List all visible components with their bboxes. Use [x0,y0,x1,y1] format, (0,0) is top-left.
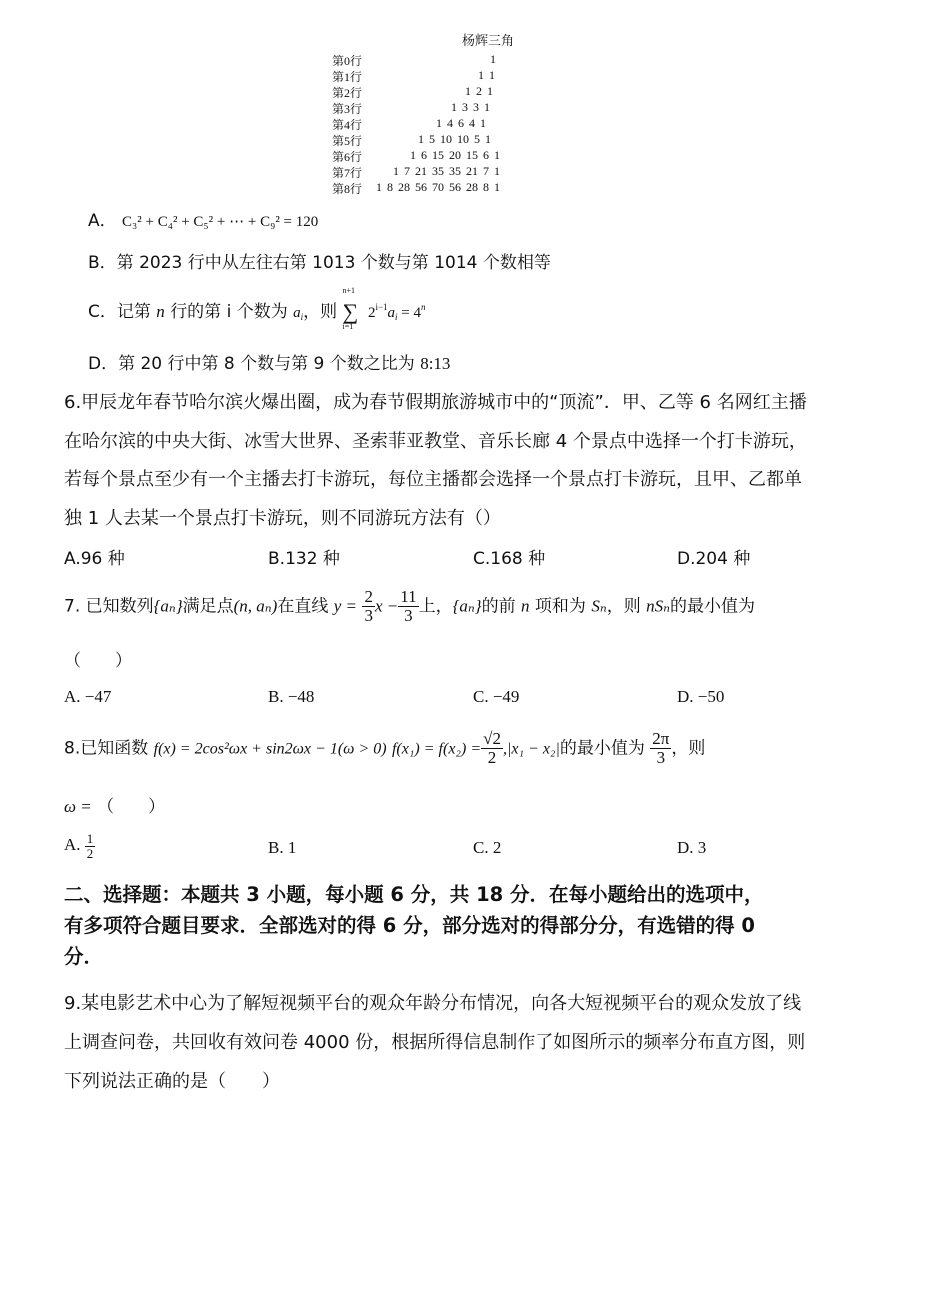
triangle-row-numbers: 1 [490,52,496,66]
triangle-row-label: 第0行 [332,54,363,68]
q5-option-d: D．第 20 行中第 8 个数与第 9 个数之比为 8:13 [88,354,451,374]
triangle-row-label: 第8行 [332,182,363,196]
q5-option-b: B．第 2023 行中从左往右第 1013 个数与第 1014 个数相等 [88,253,551,273]
triangle-row-label: 第7行 [332,166,363,180]
q6-option-d: D.204 种 [677,549,751,569]
q6-line: 若每个景点至少有一个主播去打卡游玩，每位主播都会选择一个景点打卡游玩，且甲、乙都单 [64,469,802,490]
triangle-row-numbers: 1 7 21 35 35 21 7 1 [393,164,500,178]
triangle-row-label: 第5行 [332,134,363,148]
fraction: $\frac{2}{3}$ [364,587,373,625]
triangle-row-numbers: 1 2 1 [465,84,493,98]
q8-omega-line: ω = （ ） [64,797,166,817]
triangle-row-label: 第2行 [332,86,363,100]
triangle-row-label: 第4行 [332,118,363,132]
q7-option-d: D. −50 [677,687,725,706]
q7-option-c: C. −49 [473,687,520,706]
q7-option-a: A. −47 [64,687,112,706]
section-heading: 分． [64,945,104,968]
triangle-row-label: 第3行 [332,102,363,116]
q7-paren: （ ） [64,651,132,671]
q6-option-b: B.132 种 [268,549,340,569]
q5-option-c: C．记第 n 行的第 i 个数为 $a_i$，则 n+1 ∑ i=1 $2^{i-1}a_i = 4^n$ [88,286,426,331]
q8-option-c: C. 2 [473,838,502,857]
triangle-row-numbers: 1 5 10 10 5 1 [418,132,491,146]
q6-line: 在哈尔滨的中央大街、冰雪大世界、圣索菲亚教堂、音乐长廊 4 个景点中选择一个打卡游玩， [64,431,807,452]
fraction: $\frac{√2}{2}$ [483,729,501,767]
q6-option-a: A.96 种 [64,549,125,569]
section-heading: 有多项符合题目要求．全部选对的得 6 分，部分选对的得部分分，有选错的得 0 [64,914,756,937]
q5-option-a: A． C₃² + C₄² + C₅² + ⋯ + C₉² = 120 [88,211,319,231]
q6-option-c: C.168 种 [473,549,546,569]
triangle-row-numbers: 1 4 6 4 1 [436,116,486,130]
q8-stem: 8.已知函数 f(x) = 2cos²ωx + sin2ωx − 1(ω > 0) f(x₁) = f(x₂) = $\frac{√2}{2}$ ,|x₁ − x₂|的最小值为 $\frac{2\pi}{3}$ ，则 [64,729,706,767]
q9-line: 上调查问卷，共回收有效问卷 4000 份，根据所得信息制作了如图所示的频率分布直方图，则 [64,1032,806,1053]
triangle-row-numbers: 1 3 3 1 [451,100,490,114]
fraction: $\frac{2\pi}{3}$ [652,729,670,767]
q8-option-b: B. 1 [268,838,297,857]
q9-line: 下列说法正确的是（ ） [64,1071,280,1092]
fraction: $\frac{11}{3}$ [400,587,417,625]
triangle-title: 杨辉三角 [462,33,515,48]
triangle-row-label: 第6行 [332,150,363,164]
q6-line: 独 1 人去某一个景点打卡游玩，则不同游玩方法有（） [64,508,501,529]
section-heading: 二、选择题：本题共 3 小题，每小题 6 分，共 18 分．在每小题给出的选项中， [64,883,764,906]
q8-option-a: A. $\frac{1}{2}$ [64,831,94,861]
q7-option-b: B. −48 [268,687,315,706]
q8-option-d: D. 3 [677,838,707,857]
triangle-row-numbers: 1 1 [478,68,495,82]
fraction: $\frac{1}{2}$ [86,831,94,861]
q6-line: 6.甲辰龙年春节哈尔滨火爆出圈，成为春节假期旅游城市中的“顶流”．甲、乙等 6 名网红主播 [64,392,807,413]
triangle-row-label: 第1行 [332,70,363,84]
q7-stem: 7. 已知数列{aₙ}满足点(n, aₙ)在直线 y = $\frac{2}{3}$ x − $\frac{11}{3}$ 上，{aₙ}的前 n 项和为 Sₙ，则 nSₙ的最小值为 [64,587,755,625]
q9-line: 9.某电影艺术中心为了解短视频平台的观众年龄分布情况，向各大短视频平台的观众发放了线 [64,993,802,1014]
triangle-row-numbers: 1 8 28 56 70 56 28 8 1 [376,180,500,194]
triangle-row-numbers: 1 6 15 20 15 6 1 [410,148,500,162]
